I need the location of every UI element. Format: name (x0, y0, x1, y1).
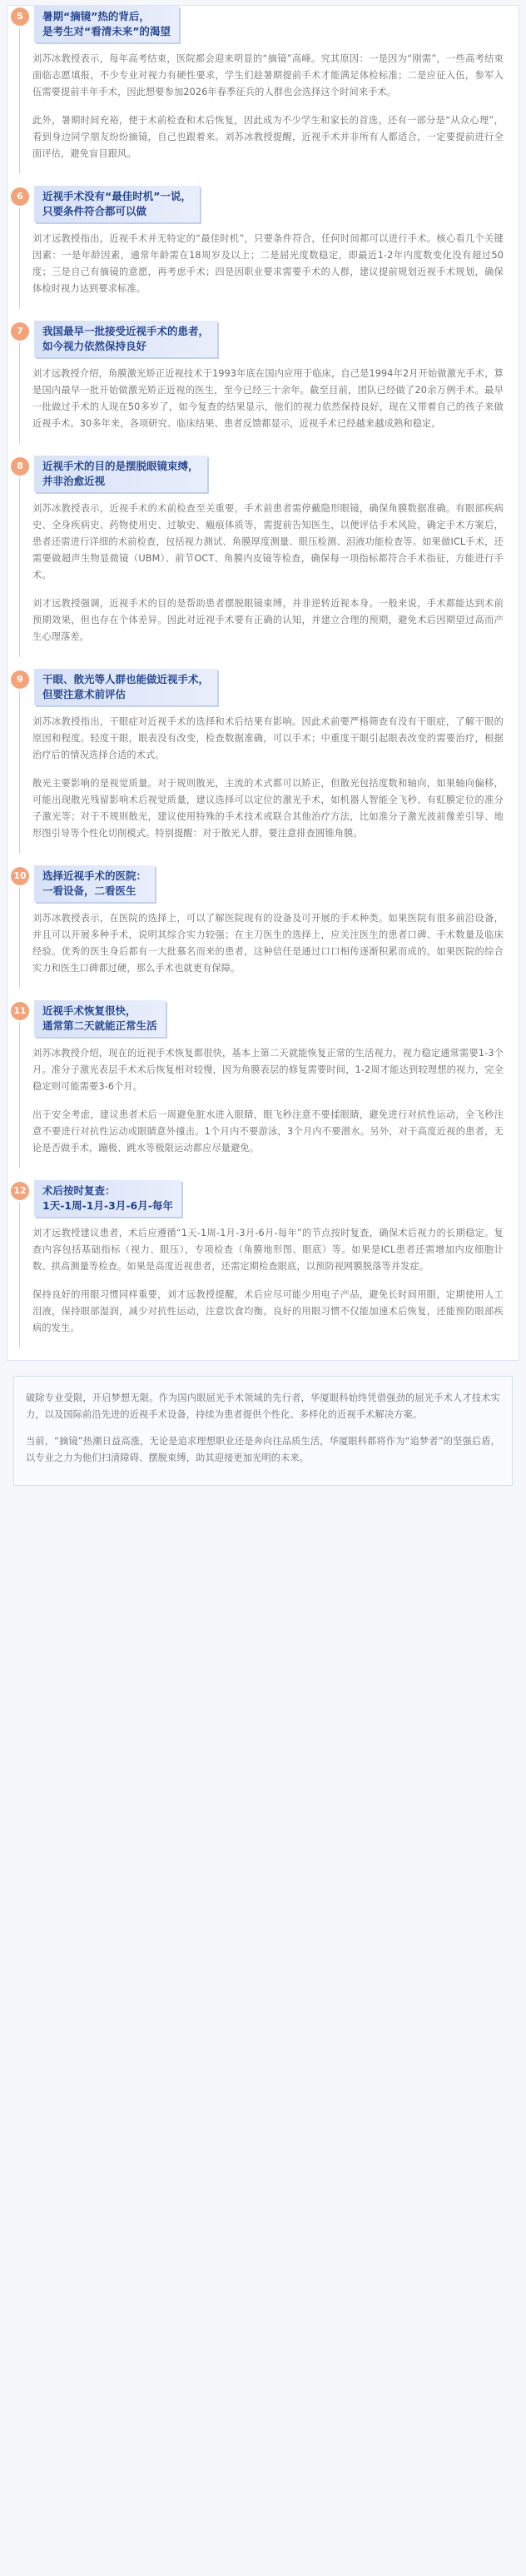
section-paragraph: 刘苏冰教授指出，干眼症对近视手术的选择和术后结果有影响。因此术前要严格筛查有没有干眼症，了解干眼的原因和程度。轻度干眼，眼表没有改变，检查数据准确，可以手术；中重度干眼引起眼表改变的需要治疗，根据治疗后的情况选择合适的术式。 (32, 716, 504, 760)
section-guide-line (19, 690, 20, 854)
section-guide-line (19, 887, 20, 989)
section-title-line: 近视手术的目的是摆脱眼镜束缚， (42, 460, 199, 472)
section-header (7, 456, 519, 492)
section-number-badge (11, 322, 29, 341)
article-section (7, 1180, 519, 1360)
section-title (34, 865, 155, 902)
section-number-badge (11, 187, 29, 206)
section-title-line: 如今视力依然保持良好 (42, 340, 147, 352)
section-title-line: 暑期“摘镜”热的背后， (42, 10, 150, 22)
section-number: 8 (11, 457, 29, 476)
article-section (7, 321, 519, 456)
section-paragraph: 保持良好的用眼习惯同样重要，刘才远教授提醒，术后应尽可能少用电子产品，避免长时间用眼，定期使用人工泪液，保持眼部湿润，减少对抗性运动，注意饮食均衡。良好的用眼习惯不仅能加速术后恢复，还能预防眼部疾病的发生。 (32, 1289, 504, 1333)
section-title (34, 669, 217, 705)
article-section (7, 1000, 519, 1180)
section-paragraph: 刘才远教授强调，近视手术的目的是帮助患者摆脱眼镜束缚，并非逆转近视本身。一般来说，手术都能达到术前预期效果，但也存在个体差异。因此对近视手术要有正确的认知，并建立合理的预期，避免术后因期望过高而产生心理落差。 (32, 598, 504, 642)
section-title (34, 1000, 166, 1037)
section-title-line: 通常第二天就能正常生活 (42, 1019, 157, 1032)
section-title (34, 186, 200, 222)
section-number: 12 (11, 1182, 29, 1200)
section-guide-line (19, 342, 20, 444)
section-title-line: 1天-1周-1月-3月-6月-每年 (42, 1199, 173, 1212)
section-title (34, 6, 179, 42)
section-paragraph: 刘才远教授指出，近视手术并无特定的“最佳时机”，只要条件符合，任何时间都可以进行手术。核心看几个关键因素：一是年龄因素，通常年龄需在18周岁及以上；二是屈光度数稳定，即最近1-2年内度数变化没有超过50度；三是自己有摘镜的意愿，再考虑手术；四是因职业要求需要手术的人群，建议提前规划近视手术规划，确保体检时视力达到要求标准。 (32, 233, 504, 294)
section-title-line: 只要条件符合都可以做 (42, 205, 147, 217)
section-paragraph: 出于安全考虑，建议患者术后一周避免脏水进入眼睛，眼飞秒注意不要揉眼睛，避免进行对抗性运动，全飞秒注意不要进行对抗性运动或眼睛意外撞击。1个月内不要游泳，3个月内不要潜水。另外，对于高度近视的患者，无论是否做手术，蹦极、跳水等极限运动都应尽量避免。 (32, 1109, 504, 1153)
section-guide-line (19, 1202, 20, 1348)
article-section (7, 669, 519, 865)
section-number: 5 (11, 7, 29, 26)
section-title-line: 我国最早一批接受近视手术的患者， (42, 325, 210, 337)
section-number: 10 (11, 867, 29, 885)
section-paragraph: 刘才远教授建议患者，术后应遵循“1天-1周-1月-3月-6月-每年”的节点按时复查，确保术后视力的长期稳定。复查内容包括基础指标（视力、眼压），专项检查（角膜地形图、眼底）等。如果是ICL患者还需增加内皮细胞计数、拱高测量等检查。如果是高度近视患者，还需定期检查眼底，以预防视网膜脱落等并发症。 (32, 1228, 504, 1272)
section-number-badge (11, 1002, 29, 1020)
section-number: 7 (11, 322, 29, 341)
section-header (7, 1000, 519, 1037)
closing-paragraph: 当前，“摘镜”热潮日益高涨，无论是追求理想职业还是奔向往品质生活，华厦眼科都将作为“追梦者”的坚强后盾，以专业之力为他们扫清障碍、摆脱束缚，助其迎接更加光明的未来。 (26, 1436, 500, 1463)
section-guide-line (19, 207, 20, 309)
section-paragraph: 散光主要影响的是视觉质量。对于规则散光，主流的术式都可以矫正，但散光包括度数和轴向，如果轴向偏移，可能出现散光残留影响术后视觉质量，建议选择可以定位的激光手术，如机器人智能全飞秒、有虹膜定位的准分子激光等；对于不规则散光，建议使用特殊的手术技术或联合其他治疗方法，比如准分子激光波前像差引导、地形图引导等个性化切削模式。特别提醒：对于散光人群，要注意排查圆锥角膜。 (32, 778, 504, 839)
section-title-line: 但要注意术前评估 (42, 688, 127, 700)
section-paragraph: 刘苏冰教授表示，在医院的选择上，可以了解医院现有的设备及可开展的手术种类。如果医院有很多前沿设备，并且可以开展多种手术，说明其综合实力较强；在主刀医生的选择上，应关注医生的患者口碑、手术数量及临床经验。优秀的医生身后都有一大批慕名而来的患者，这种信任是通过口口相传逐渐积累而成的。如果医院的综合实力和医生口碑都过硬，那么手术也就更有保障。 (32, 913, 504, 974)
article-section (7, 865, 519, 1000)
section-title-line: 并非治愈近视 (42, 475, 106, 487)
article-section (7, 6, 519, 186)
section-number: 9 (11, 670, 29, 689)
section-guide-line (19, 1022, 20, 1168)
section-paragraph: 刘苏冰教授表示，近视手术的术前检查至关重要。手术前患者需停戴隐形眼镜，确保角膜数据准确。有眼部疾病史、全身疾病史、药物使用史、过敏史、瘢痕体质等，需提前告知医生，以便评估手术风险，确定手术方案后，患者还需进行详细的术前检查，包括视力测试、角膜厚度测量、眼压检测、泪液功能检查等。如果做ICL手术，还需要做超声生物显微镜（UBM）、前节OCT、角膜内皮镜等检查，确保每一项指标都符合手术指征，方能进行手术。 (32, 503, 504, 580)
closing-box (13, 1376, 513, 1486)
article-section (7, 456, 519, 669)
section-number-badge (11, 670, 29, 689)
section-title (34, 321, 217, 357)
section-title-line: 是考生对“看清未来”的渴望 (42, 25, 171, 37)
section-title-line: 近视手术没有“最佳时机”一说， (42, 190, 191, 202)
article-card (7, 5, 519, 1361)
section-header (7, 669, 519, 705)
section-header (7, 1180, 519, 1217)
section-title-line: 一看设备，二看医生 (42, 884, 136, 897)
section-paragraph: 刘苏冰教授介绍，现在的近视手术恢复都很快，基本上第二天就能恢复正常的生活视力，视力稳定通常需要1-3个月。准分子激光表层手术术后恢复相对较慢，因为角膜表层的修复需要时间，1-2周才能达到较理想的视力，完全稳定则可能需要3-6个月。 (32, 1048, 504, 1092)
closing-paragraph: 破除专业受限，开启梦想无限。作为国内眼屈光手术领域的先行者，华厦眼科始终凭借强劲的屈光手术人才技术实力，以及国际前沿先进的近视手术设备，持续为患者提供个性化、多样化的近视手术解决方案。 (26, 1393, 500, 1420)
section-title-line: 术后按时复查： (42, 1184, 116, 1197)
section-title (34, 1180, 181, 1217)
section-header (7, 865, 519, 902)
section-paragraph: 刘苏冰教授表示，每年高考结束，医院都会迎来明显的“摘镜”高峰。究其原因：一是因为“刚需”，一些高考结束面临志愿填报，不少专业对视力有硬性要求，学生们趁暑期提前手术才能满足体检标准；二是应征入伍，参军入伍需要提前半年手术，因此想要参加2026年春季征兵的人群也会选择这个时间来手术。 (32, 53, 504, 97)
section-number-badge (11, 1182, 29, 1200)
section-title-line: 近视手术恢复很快， (42, 1004, 136, 1017)
section-title-line: 干眼、散光等人群也能做近视手术， (42, 673, 210, 685)
section-number-badge (11, 867, 29, 885)
section-paragraph: 刘才远教授介绍，角膜激光矫正近视技术于1993年底在国内应用于临床，自己是1994年2月开始做激光手术，算是国内最早一批开始做激光矫正近视的医生，至今已经三十余年。截至目前，团队已经做了20余万例手术。最早一批做过手术的人现在50多岁了，如今复查的结果显示，他们的视力依然保持良好，现在又带着自己的孩子来做近视手术。30多年来，各项研究、临床结果、患者反馈都显示，近视手术已经越来越成熟和稳定。 (32, 368, 504, 429)
section-header (7, 186, 519, 222)
section-title-line: 选择近视手术的医院： (42, 869, 147, 882)
section-number-badge (11, 7, 29, 26)
section-paragraph: 此外，暑期时间充裕，便于术前检查和术后恢复，因此成为不少学生和家长的首选。还有一部分是“从众心理”，看到身边同学朋友纷纷摘镜，自己也跟着来。刘苏冰教授提醒，近视手术并非所有人都适合，一定要提前进行全面评估，避免盲目跟风。 (32, 115, 504, 159)
section-number: 11 (11, 1002, 29, 1020)
section-guide-line (19, 477, 20, 657)
section-title (34, 456, 207, 492)
article-section (7, 186, 519, 321)
section-header (7, 6, 519, 42)
section-header (7, 321, 519, 357)
section-number-badge (11, 457, 29, 476)
section-guide-line (19, 27, 20, 174)
section-number: 6 (11, 187, 29, 206)
